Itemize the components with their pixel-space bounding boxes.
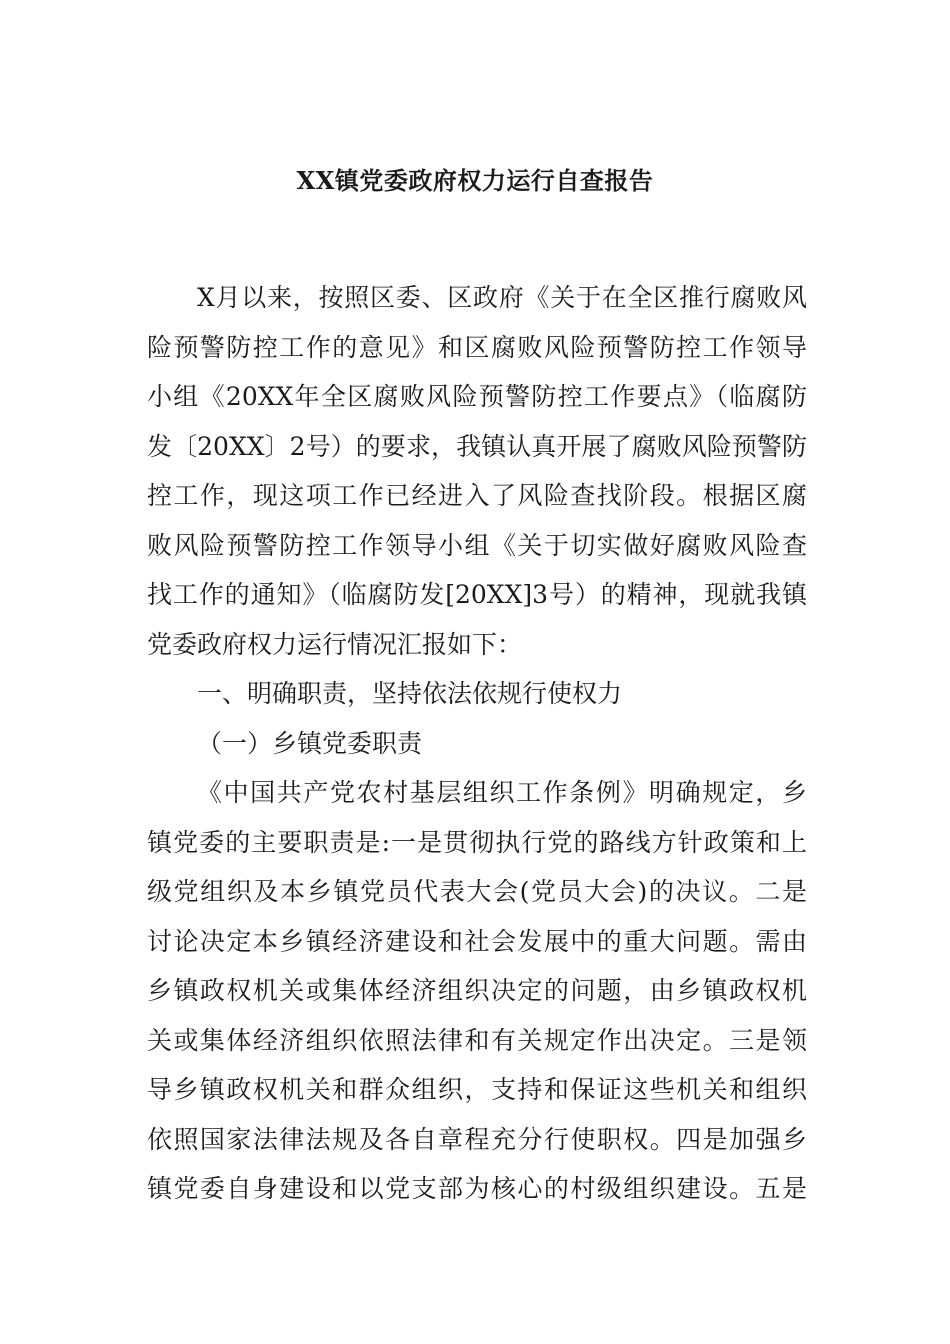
paragraph-line: 找工作的通知》（临腐防发[20XX]3号）的精神，现就我镇 — [147, 580, 807, 609]
paragraph-line: 控工作，现这项工作已经进入了风险查找阶段。根据区腐 — [147, 481, 807, 510]
paragraph-line: 乡镇政权机关或集体经济组织决定的问题，由乡镇政权机 — [147, 976, 807, 1005]
paragraph-line: 险预警防控工作的意见》和区腐败风险预警防控工作领导 — [147, 333, 807, 362]
paragraph-line: 发〔20XX〕2号）的要求，我镇认真开展了腐败风险预警防 — [147, 432, 807, 461]
paragraph-line: 依照国家法律法规及各自章程充分行使职权。四是加强乡 — [147, 1125, 807, 1154]
paragraph-line: 导乡镇政权机关和群众组织，支持和保证这些机关和组织 — [147, 1075, 807, 1104]
paragraph-line: 《中国共产党农村基层组织工作条例》明确规定，乡 — [197, 778, 807, 807]
paragraph-line: 党委政府权力运行情况汇报如下： — [147, 630, 523, 659]
paragraph-line: 镇党委的主要职责是:一是贯彻执行党的路线方针政策和上 — [147, 828, 807, 857]
subsection-heading: （一）乡镇党委职责 — [197, 729, 423, 758]
paragraph-line: 败风险预警防控工作领导小组《关于切实做好腐败风险查 — [147, 531, 807, 560]
paragraph-line: 小组《20XX年全区腐败风险预警防控工作要点》（临腐防 — [147, 382, 807, 411]
paragraph-line: 关或集体经济组织依照法律和有关规定作出决定。三是领 — [147, 1026, 807, 1055]
paragraph-line: 讨论决定本乡镇经济建设和社会发展中的重大问题。需由 — [147, 927, 807, 956]
document-title: XX镇党委政府权力运行自查报告 — [296, 166, 654, 195]
paragraph-line: X月以来，按照区委、区政府《关于在全区推行腐败风 — [197, 283, 807, 312]
paragraph-line: 级党组织及本乡镇党员代表大会(党员大会)的决议。二是 — [147, 877, 807, 906]
paragraph-line: 镇党委自身建设和以党支部为核心的村级组织建设。五是 — [147, 1174, 807, 1203]
section-heading: 一、明确职责，坚持依法依规行使权力 — [197, 679, 623, 708]
